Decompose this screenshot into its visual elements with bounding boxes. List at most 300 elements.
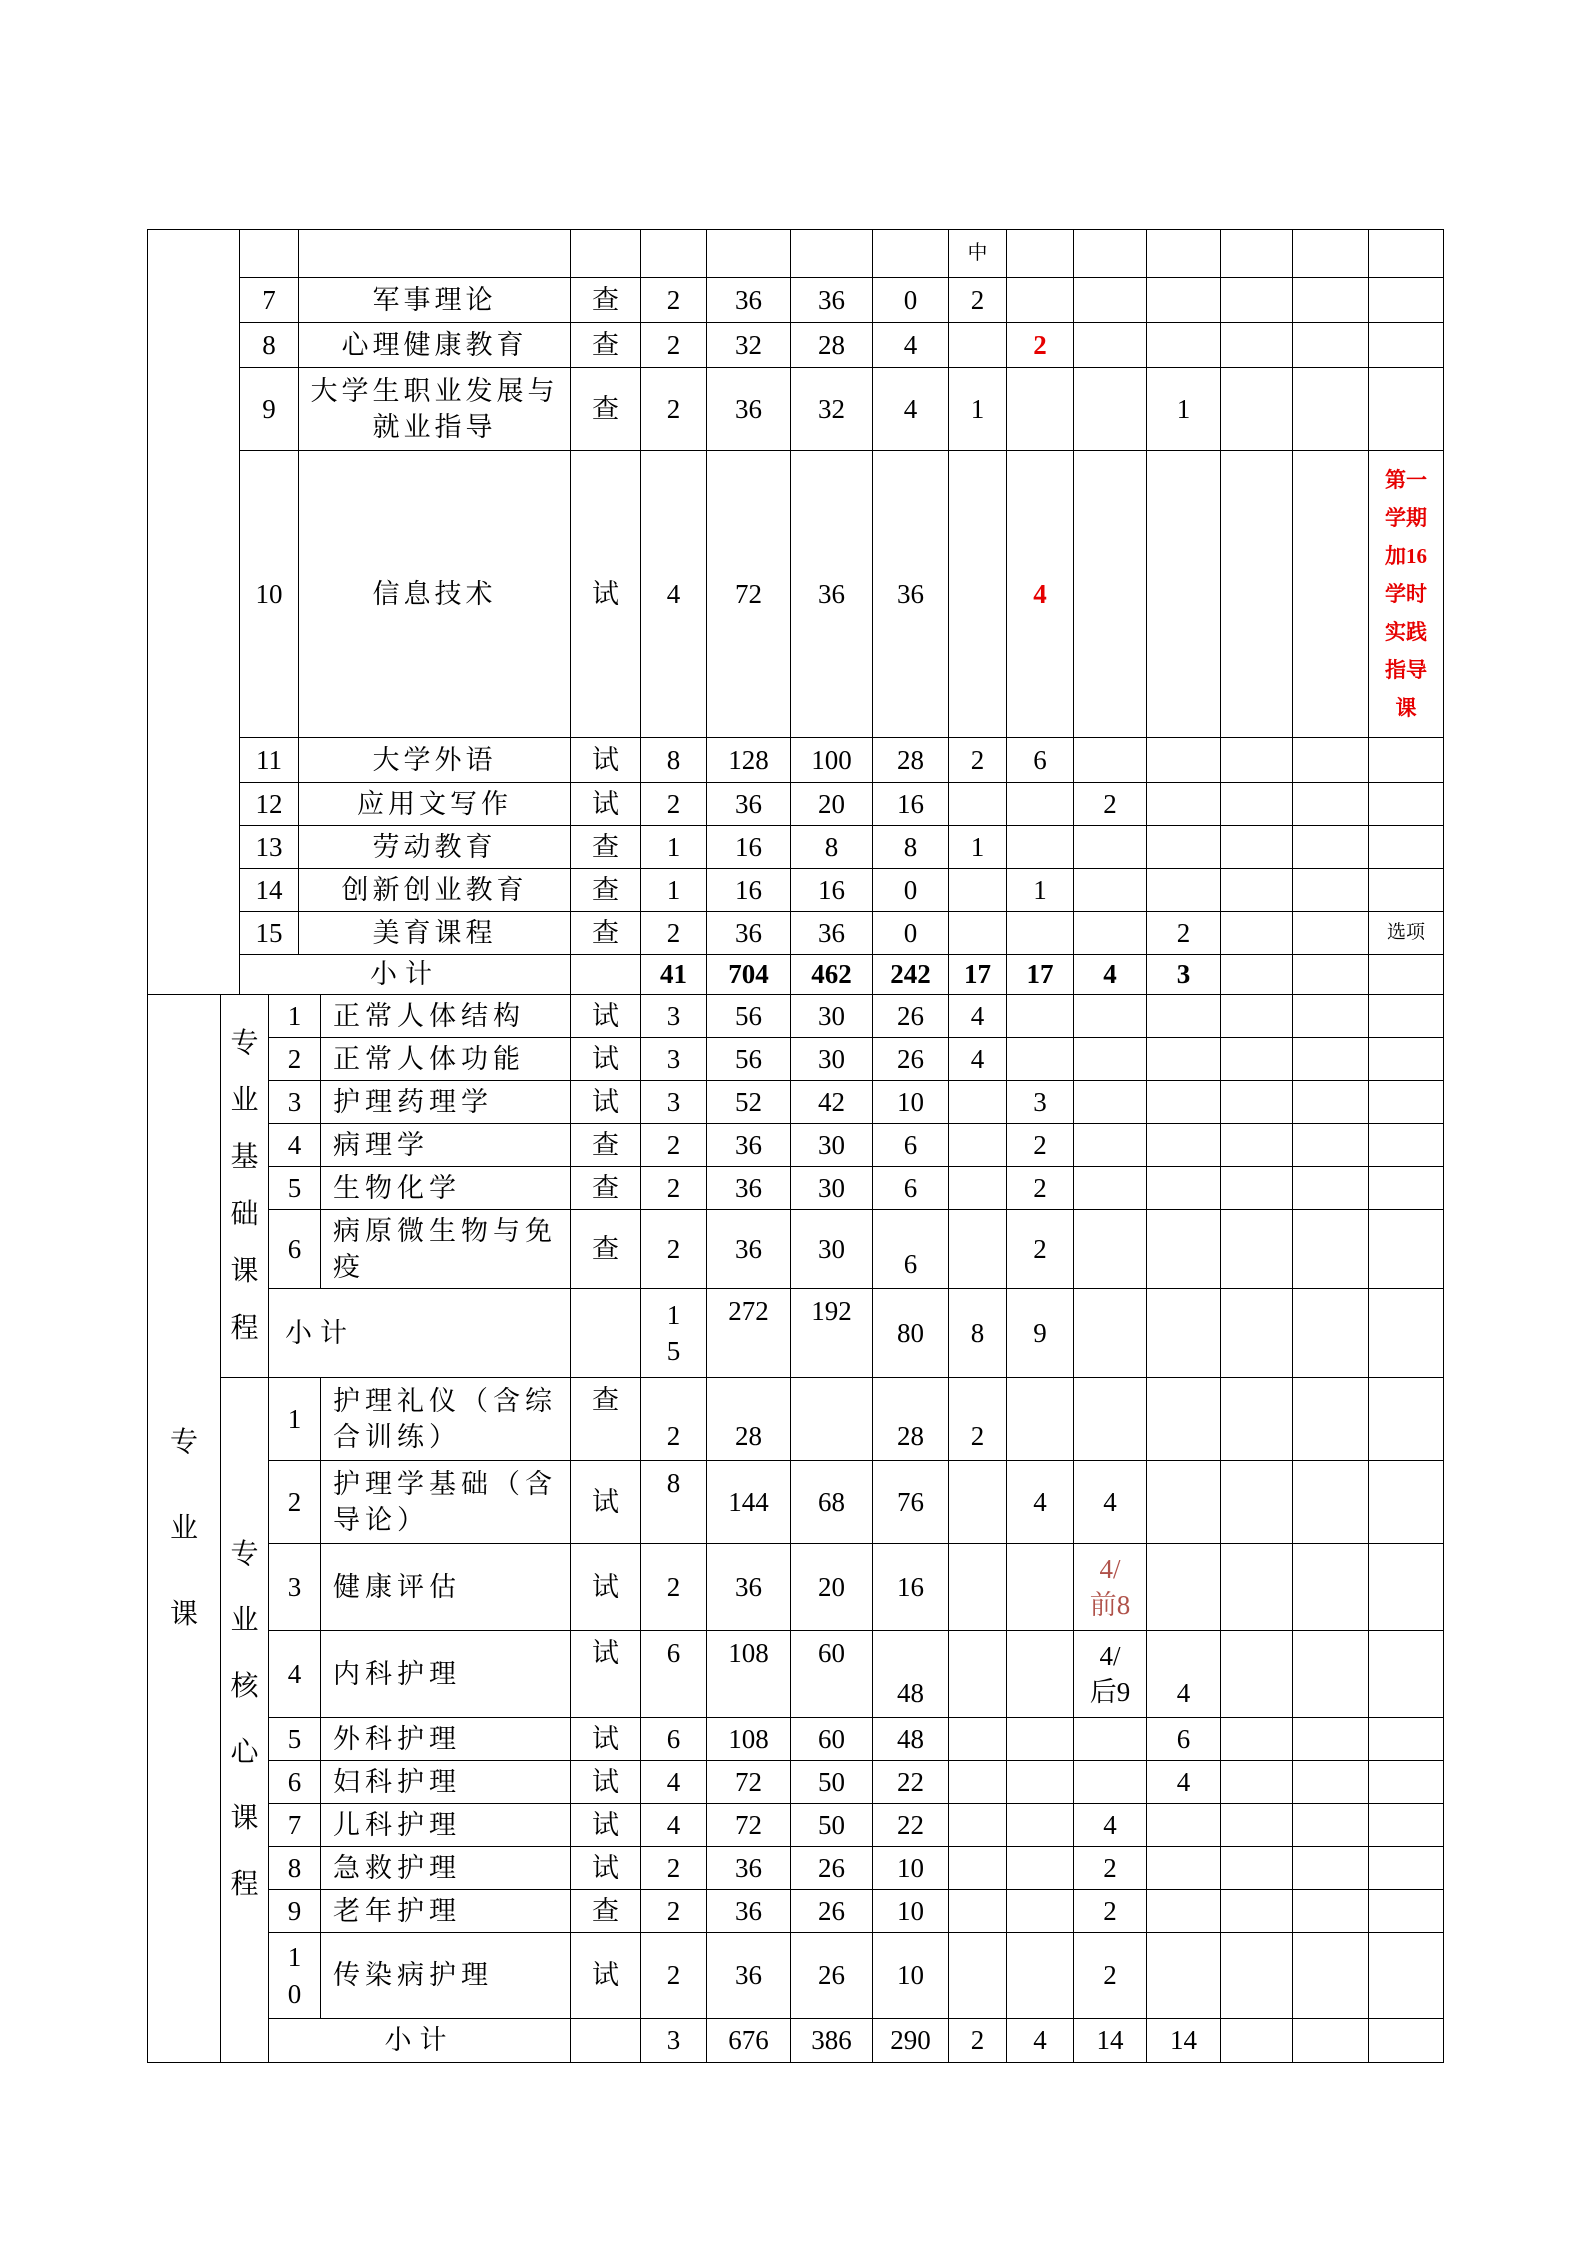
table-cell: 1	[949, 368, 1007, 451]
table-row	[148, 1544, 1444, 1631]
table-cell	[1369, 1167, 1444, 1210]
table-cell	[1293, 1804, 1369, 1847]
table-cell	[1293, 1847, 1369, 1890]
table-cell	[1293, 1289, 1369, 1378]
table-cell: 80	[873, 1289, 949, 1378]
table-cell	[1074, 1124, 1147, 1167]
table-cell: 4	[641, 1804, 707, 1847]
table-row	[148, 1461, 1444, 1544]
table-cell: 30	[791, 1167, 873, 1210]
table-cell	[1221, 1289, 1293, 1378]
table-cell	[1074, 1761, 1147, 1804]
row-number: 11	[240, 738, 299, 783]
table-cell	[571, 1289, 641, 1378]
table-cell	[1369, 1761, 1444, 1804]
table-cell	[1369, 1378, 1444, 1461]
section-label-basic-courses: 专 业 基 础 课 程	[221, 995, 269, 1378]
table-cell: 36	[707, 1890, 791, 1933]
table-cell: 17	[1007, 955, 1074, 995]
curriculum-table-sheet	[147, 229, 1443, 2063]
table-cell	[1074, 1081, 1147, 1124]
table-cell: 36	[707, 783, 791, 826]
table-row	[148, 1210, 1444, 1289]
table-cell: 2	[641, 1210, 707, 1289]
row-number: 12	[240, 783, 299, 826]
table-cell	[1293, 955, 1369, 995]
table-cell: 试	[571, 1544, 641, 1631]
table-cell: 1	[949, 826, 1007, 869]
table-cell: 9	[1007, 1289, 1074, 1378]
table-row	[148, 278, 1444, 323]
table-cell	[1007, 1718, 1074, 1761]
row-number: 2	[269, 1038, 321, 1081]
table-row	[148, 368, 1444, 451]
table-cell	[1147, 869, 1221, 912]
table-cell	[1074, 912, 1147, 955]
table-cell	[1293, 912, 1369, 955]
table-cell	[1074, 1167, 1147, 1210]
table-cell: 2	[641, 1847, 707, 1890]
row-number: 14	[240, 869, 299, 912]
table-row	[148, 323, 1444, 368]
table-cell	[1293, 738, 1369, 783]
table-row	[148, 451, 1444, 738]
table-cell: 6	[641, 1631, 707, 1718]
table-cell	[1369, 2019, 1444, 2063]
table-cell	[1221, 1081, 1293, 1124]
table-cell	[1147, 1461, 1221, 1544]
table-cell	[1369, 1847, 1444, 1890]
table-cell: 10	[873, 1081, 949, 1124]
table-cell	[571, 2019, 641, 2063]
row-number: 5	[269, 1167, 321, 1210]
course-name: 正常人体功能	[321, 1038, 571, 1081]
table-cell	[1369, 1081, 1444, 1124]
table-cell: 108	[707, 1631, 791, 1718]
table-cell	[1293, 1761, 1369, 1804]
table-cell: 2	[641, 783, 707, 826]
table-cell: 20	[791, 783, 873, 826]
table-cell: 2	[1074, 1933, 1147, 2019]
table-cell	[1007, 1761, 1074, 1804]
table-cell: 8	[949, 1289, 1007, 1378]
row-number: 10	[240, 451, 299, 738]
table-cell: 查	[571, 869, 641, 912]
table-cell	[1293, 230, 1369, 278]
table-cell	[1074, 278, 1147, 323]
table-cell: 试	[571, 1038, 641, 1081]
row-number: 1	[269, 995, 321, 1038]
table-cell: 14	[1074, 2019, 1147, 2063]
table-cell: 72	[707, 1804, 791, 1847]
course-name: 大学外语	[299, 738, 571, 783]
table-cell	[949, 1544, 1007, 1631]
table-cell	[1221, 738, 1293, 783]
table-row	[148, 826, 1444, 869]
table-cell: 2	[641, 278, 707, 323]
table-cell	[949, 1461, 1007, 1544]
table-cell	[949, 1847, 1007, 1890]
table-cell: 100	[791, 738, 873, 783]
table-cell	[1369, 1289, 1444, 1378]
table-cell	[1369, 1038, 1444, 1081]
table-cell	[1293, 869, 1369, 912]
table-cell	[949, 1890, 1007, 1933]
table-cell	[1293, 1210, 1369, 1289]
table-cell: 14	[1147, 2019, 1221, 2063]
table-cell: 72	[707, 1761, 791, 1804]
table-cell: 查	[571, 1890, 641, 1933]
table-cell	[873, 230, 949, 278]
table-cell: 4	[1147, 1631, 1221, 1718]
table-cell	[1147, 1167, 1221, 1210]
table-cell: 试	[571, 783, 641, 826]
table-row	[148, 230, 1444, 278]
table-cell: 28	[707, 1378, 791, 1461]
table-cell	[1369, 955, 1444, 995]
table-cell: 6	[873, 1210, 949, 1289]
table-cell	[1147, 826, 1221, 869]
table-cell: 36	[791, 451, 873, 738]
table-row	[148, 1631, 1444, 1718]
course-name	[299, 230, 571, 278]
table-cell	[949, 1081, 1007, 1124]
table-cell	[1074, 230, 1147, 278]
table-cell	[1221, 869, 1293, 912]
table-cell	[1221, 995, 1293, 1038]
table-cell	[1221, 1631, 1293, 1718]
table-cell: 中	[949, 230, 1007, 278]
table-cell: 2	[641, 368, 707, 451]
table-cell	[1293, 1081, 1369, 1124]
table-cell	[1221, 2019, 1293, 2063]
course-name: 病原微生物与免 疫	[321, 1210, 571, 1289]
table-row	[148, 995, 1444, 1038]
table-cell: 36	[707, 368, 791, 451]
table-cell	[949, 1210, 1007, 1289]
table-cell	[1369, 738, 1444, 783]
table-cell: 2	[1074, 783, 1147, 826]
course-name: 护理礼仪（含综 合训练）	[321, 1378, 571, 1461]
table-cell	[949, 869, 1007, 912]
table-cell: 2	[641, 1124, 707, 1167]
table-cell	[1074, 738, 1147, 783]
table-cell: 32	[791, 368, 873, 451]
table-cell: 16	[707, 869, 791, 912]
table-cell: 4	[1007, 451, 1074, 738]
row-number: 6	[269, 1210, 321, 1289]
table-cell: 242	[873, 955, 949, 995]
table-cell	[1221, 278, 1293, 323]
table-cell: 6	[1147, 1718, 1221, 1761]
table-cell: 试	[571, 1081, 641, 1124]
table-cell: 2	[949, 2019, 1007, 2063]
table-cell	[1293, 1378, 1369, 1461]
table-cell: 30	[791, 1210, 873, 1289]
table-cell: 4	[1147, 1761, 1221, 1804]
table-cell: 4/ 后9	[1074, 1631, 1147, 1718]
table-cell: 6	[873, 1124, 949, 1167]
table-cell: 4	[1007, 2019, 1074, 2063]
table-cell	[1293, 995, 1369, 1038]
table-cell: 76	[873, 1461, 949, 1544]
table-cell	[949, 912, 1007, 955]
general-courses-table	[147, 229, 1444, 995]
table-cell	[1074, 995, 1147, 1038]
table-cell	[707, 230, 791, 278]
row-number: 13	[240, 826, 299, 869]
table-cell: 试	[571, 1461, 641, 1544]
table-cell	[1074, 368, 1147, 451]
table-cell: 0	[873, 278, 949, 323]
table-cell	[1147, 1081, 1221, 1124]
table-cell: 0	[873, 869, 949, 912]
course-name: 老年护理	[321, 1890, 571, 1933]
subtotal-label: 小计	[240, 955, 571, 995]
table-cell: 28	[873, 1378, 949, 1461]
table-cell: 60	[791, 1631, 873, 1718]
row-number: 1 0	[269, 1933, 321, 2019]
table-cell	[1074, 1210, 1147, 1289]
table-cell	[1369, 1933, 1444, 2019]
table-cell: 192	[791, 1289, 873, 1378]
table-cell	[1221, 1933, 1293, 2019]
table-cell: 2	[949, 1378, 1007, 1461]
table-cell: 3	[1147, 955, 1221, 995]
course-name: 外科护理	[321, 1718, 571, 1761]
table-cell: 选项	[1369, 912, 1444, 955]
table-cell: 试	[571, 1804, 641, 1847]
row-number: 6	[269, 1761, 321, 1804]
table-cell	[1074, 1378, 1147, 1461]
table-cell: 8	[641, 738, 707, 783]
table-cell	[949, 1718, 1007, 1761]
table-row	[148, 1847, 1444, 1890]
table-row	[148, 1124, 1444, 1167]
table-cell: 22	[873, 1804, 949, 1847]
row-number: 4	[269, 1631, 321, 1718]
table-cell	[1369, 783, 1444, 826]
row-number: 4	[269, 1124, 321, 1167]
table-cell	[1221, 230, 1293, 278]
table-cell: 30	[791, 1124, 873, 1167]
table-cell	[791, 1378, 873, 1461]
course-name: 正常人体结构	[321, 995, 571, 1038]
table-cell: 试	[571, 451, 641, 738]
table-cell	[1147, 1210, 1221, 1289]
category-column-empty	[148, 230, 240, 995]
table-cell	[1221, 912, 1293, 955]
table-cell	[1147, 1804, 1221, 1847]
course-name: 生物化学	[321, 1167, 571, 1210]
row-number: 8	[240, 323, 299, 368]
table-cell	[1147, 738, 1221, 783]
table-cell: 30	[791, 995, 873, 1038]
table-cell: 72	[707, 451, 791, 738]
table-cell	[1074, 1718, 1147, 1761]
table-cell: 查	[571, 1210, 641, 1289]
table-cell: 30	[791, 1038, 873, 1081]
row-number	[240, 230, 299, 278]
table-cell: 28	[791, 323, 873, 368]
table-cell	[1007, 1847, 1074, 1890]
course-name: 内科护理	[321, 1631, 571, 1718]
table-cell	[1221, 323, 1293, 368]
course-name: 妇科护理	[321, 1761, 571, 1804]
table-cell: 60	[791, 1718, 873, 1761]
table-cell: 48	[873, 1631, 949, 1718]
table-cell: 28	[873, 738, 949, 783]
table-cell: 36	[707, 1124, 791, 1167]
table-cell	[1221, 1210, 1293, 1289]
table-cell: 8	[873, 826, 949, 869]
table-cell: 试	[571, 1631, 641, 1718]
table-cell	[949, 783, 1007, 826]
table-row	[148, 2019, 1444, 2063]
row-number: 8	[269, 1847, 321, 1890]
table-cell	[1007, 912, 1074, 955]
table-cell	[1221, 1847, 1293, 1890]
table-cell	[1007, 1631, 1074, 1718]
table-cell	[1221, 826, 1293, 869]
table-cell: 4	[1074, 1804, 1147, 1847]
course-name: 护理学基础（含 导论）	[321, 1461, 571, 1544]
table-cell: 32	[707, 323, 791, 368]
row-number: 2	[269, 1461, 321, 1544]
table-cell: 2	[641, 1378, 707, 1461]
table-row	[148, 738, 1444, 783]
course-name: 军事理论	[299, 278, 571, 323]
table-cell: 704	[707, 955, 791, 995]
row-number: 7	[269, 1804, 321, 1847]
table-cell	[1147, 1038, 1221, 1081]
course-name: 美育课程	[299, 912, 571, 955]
table-cell: 1	[641, 826, 707, 869]
table-cell: 1	[1147, 368, 1221, 451]
table-cell: 386	[791, 2019, 873, 2063]
table-cell	[1147, 783, 1221, 826]
table-cell	[1221, 451, 1293, 738]
table-cell	[1221, 1378, 1293, 1461]
table-cell	[1147, 1124, 1221, 1167]
table-cell	[1293, 1890, 1369, 1933]
table-cell: 36	[707, 912, 791, 955]
table-cell	[1293, 826, 1369, 869]
table-cell	[1369, 368, 1444, 451]
table-cell: 查	[571, 1124, 641, 1167]
row-number: 3	[269, 1081, 321, 1124]
table-cell: 68	[791, 1461, 873, 1544]
table-cell: 20	[791, 1544, 873, 1631]
table-cell: 16	[873, 1544, 949, 1631]
row-number: 9	[269, 1890, 321, 1933]
table-cell: 2	[1007, 1210, 1074, 1289]
table-cell	[1369, 323, 1444, 368]
table-cell: 16	[791, 869, 873, 912]
table-cell: 4	[641, 1761, 707, 1804]
course-name: 护理药理学	[321, 1081, 571, 1124]
table-row	[148, 1890, 1444, 1933]
table-cell	[1074, 451, 1147, 738]
table-cell	[1074, 869, 1147, 912]
table-cell	[791, 230, 873, 278]
table-cell: 2	[1007, 1124, 1074, 1167]
table-cell	[641, 230, 707, 278]
table-cell: 查	[571, 368, 641, 451]
course-name: 病理学	[321, 1124, 571, 1167]
table-cell: 676	[707, 2019, 791, 2063]
table-cell: 50	[791, 1804, 873, 1847]
table-cell: 试	[571, 995, 641, 1038]
table-cell	[949, 1761, 1007, 1804]
table-cell	[1007, 1038, 1074, 1081]
course-name: 儿科护理	[321, 1804, 571, 1847]
table-cell: 查	[571, 1167, 641, 1210]
table-cell	[1147, 1847, 1221, 1890]
table-cell: 26	[873, 1038, 949, 1081]
table-cell: 3	[641, 1038, 707, 1081]
table-row	[148, 912, 1444, 955]
course-name: 传染病护理	[321, 1933, 571, 2019]
table-row	[148, 1081, 1444, 1124]
table-cell	[1147, 323, 1221, 368]
table-cell: 2	[949, 278, 1007, 323]
course-name: 健康评估	[321, 1544, 571, 1631]
table-cell: 16	[707, 826, 791, 869]
table-row	[148, 955, 1444, 995]
table-cell	[1007, 230, 1074, 278]
row-number: 3	[269, 1544, 321, 1631]
table-cell	[1221, 783, 1293, 826]
table-cell: 462	[791, 955, 873, 995]
table-cell	[1369, 1544, 1444, 1631]
table-row	[148, 783, 1444, 826]
table-cell: 4	[1074, 1461, 1147, 1544]
table-cell: 48	[873, 1718, 949, 1761]
table-cell: 4	[949, 1038, 1007, 1081]
table-cell: 3	[1007, 1081, 1074, 1124]
table-cell	[1369, 1890, 1444, 1933]
table-cell	[1293, 2019, 1369, 2063]
table-cell	[1147, 1890, 1221, 1933]
table-cell: 36	[873, 451, 949, 738]
table-cell: 1 5	[641, 1289, 707, 1378]
table-cell: 17	[949, 955, 1007, 995]
table-row	[148, 1289, 1444, 1378]
table-cell: 36	[707, 1933, 791, 2019]
table-cell: 4	[949, 995, 1007, 1038]
table-row	[148, 869, 1444, 912]
course-name: 急救护理	[321, 1847, 571, 1890]
table-cell: 10	[873, 1847, 949, 1890]
table-cell: 26	[791, 1847, 873, 1890]
table-cell	[1369, 995, 1444, 1038]
table-cell	[1293, 323, 1369, 368]
table-cell	[949, 1933, 1007, 2019]
table-cell: 56	[707, 1038, 791, 1081]
table-cell: 290	[873, 2019, 949, 2063]
table-cell: 26	[791, 1890, 873, 1933]
table-cell	[1147, 278, 1221, 323]
table-cell	[1221, 1718, 1293, 1761]
table-cell: 6	[1007, 738, 1074, 783]
course-name: 创新创业教育	[299, 869, 571, 912]
table-cell	[1007, 1378, 1074, 1461]
table-cell: 试	[571, 1718, 641, 1761]
table-cell: 26	[791, 1933, 873, 2019]
table-cell	[1369, 1124, 1444, 1167]
table-cell: 36	[791, 912, 873, 955]
